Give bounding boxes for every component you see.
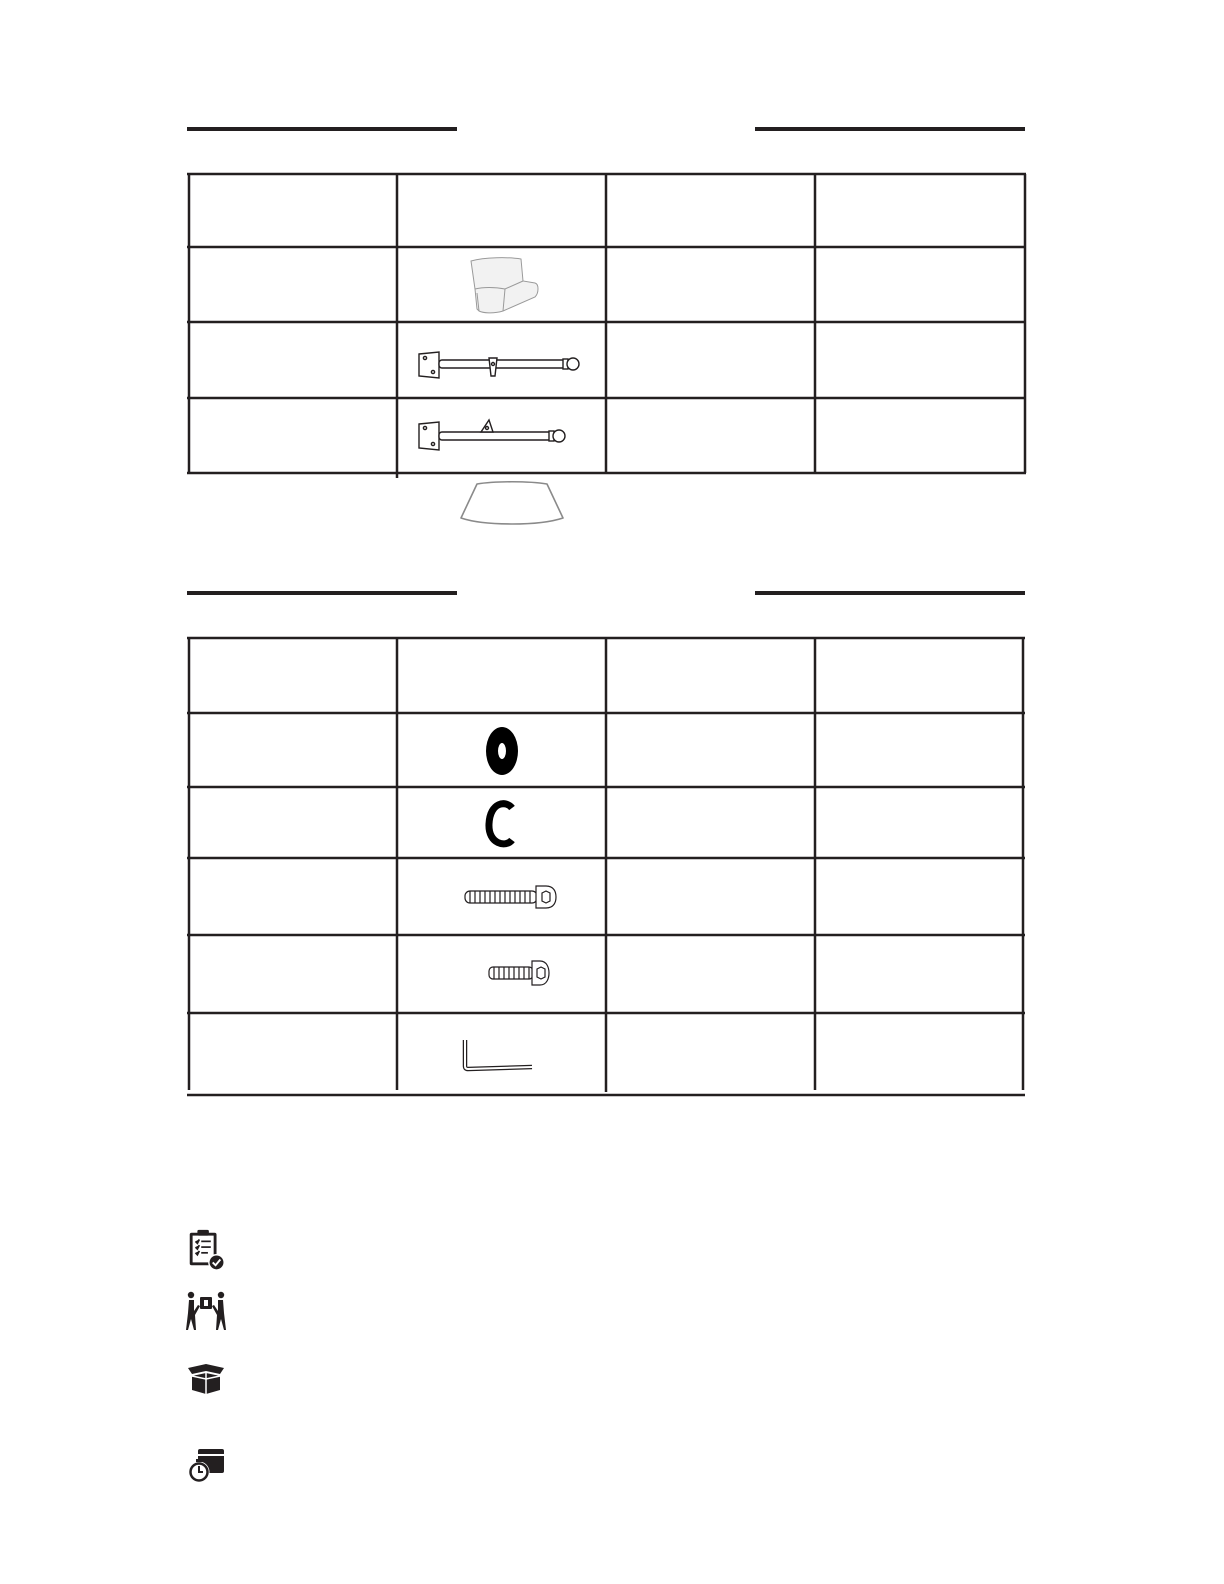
hardware-row-4-id [190, 936, 396, 1012]
hardware-header-col-1 [190, 639, 396, 712]
hardware-row-3-id [190, 859, 396, 934]
parts-row-3-id [190, 399, 396, 472]
flat-washer-image [484, 725, 520, 777]
spring-washer-image [484, 798, 520, 850]
hardware-header-col-4 [816, 639, 1022, 712]
hardware-row-5-id [190, 1014, 396, 1094]
parts-row-1-id [190, 248, 396, 321]
parts-row-2-id [190, 323, 396, 397]
left-arm-bar-image [415, 416, 571, 456]
hardware-row-1-id [190, 714, 396, 786]
two-person-assembly-icon [186, 1289, 226, 1333]
hardware-row-4-qty [816, 936, 1022, 1012]
chair-seat-image [465, 253, 545, 317]
parts-header-col-3 [607, 175, 814, 246]
parts-header-col-1 [190, 175, 396, 246]
hardware-row-3-qty [816, 859, 1022, 934]
right-arm-bar-image [415, 348, 581, 384]
hardware-row-3-name [607, 859, 814, 934]
hardware-row-2-qty [816, 788, 1022, 857]
hardware-header-col-2 [398, 639, 605, 712]
clipboard-checklist-icon [186, 1227, 226, 1271]
seat-cushion-outline-image [455, 478, 569, 530]
long-bolt-image [462, 882, 558, 912]
short-bolt-image [486, 958, 552, 988]
hardware-row-1-qty [816, 714, 1022, 786]
parts-header-col-4 [816, 175, 1024, 246]
hardware-row-2-name [607, 788, 814, 857]
hardware-row-1-name [607, 714, 814, 786]
hardware-row-5-qty [816, 1014, 1022, 1094]
hardware-row-5-name [607, 1014, 814, 1094]
parts-row-2-name [607, 323, 814, 397]
parts-row-1-qty [816, 248, 1024, 321]
parts-row-2-qty [816, 323, 1024, 397]
open-box-icon [186, 1356, 226, 1400]
allen-key-image [460, 1036, 540, 1072]
box-timer-icon [186, 1443, 226, 1487]
parts-row-3-name [607, 399, 814, 472]
parts-row-1-name [607, 248, 814, 321]
hardware-row-2-id [190, 788, 396, 857]
hardware-row-4-name [607, 936, 814, 1012]
parts-row-3-qty [816, 399, 1024, 472]
hardware-header-col-3 [607, 639, 814, 712]
parts-header-col-2 [398, 175, 605, 246]
